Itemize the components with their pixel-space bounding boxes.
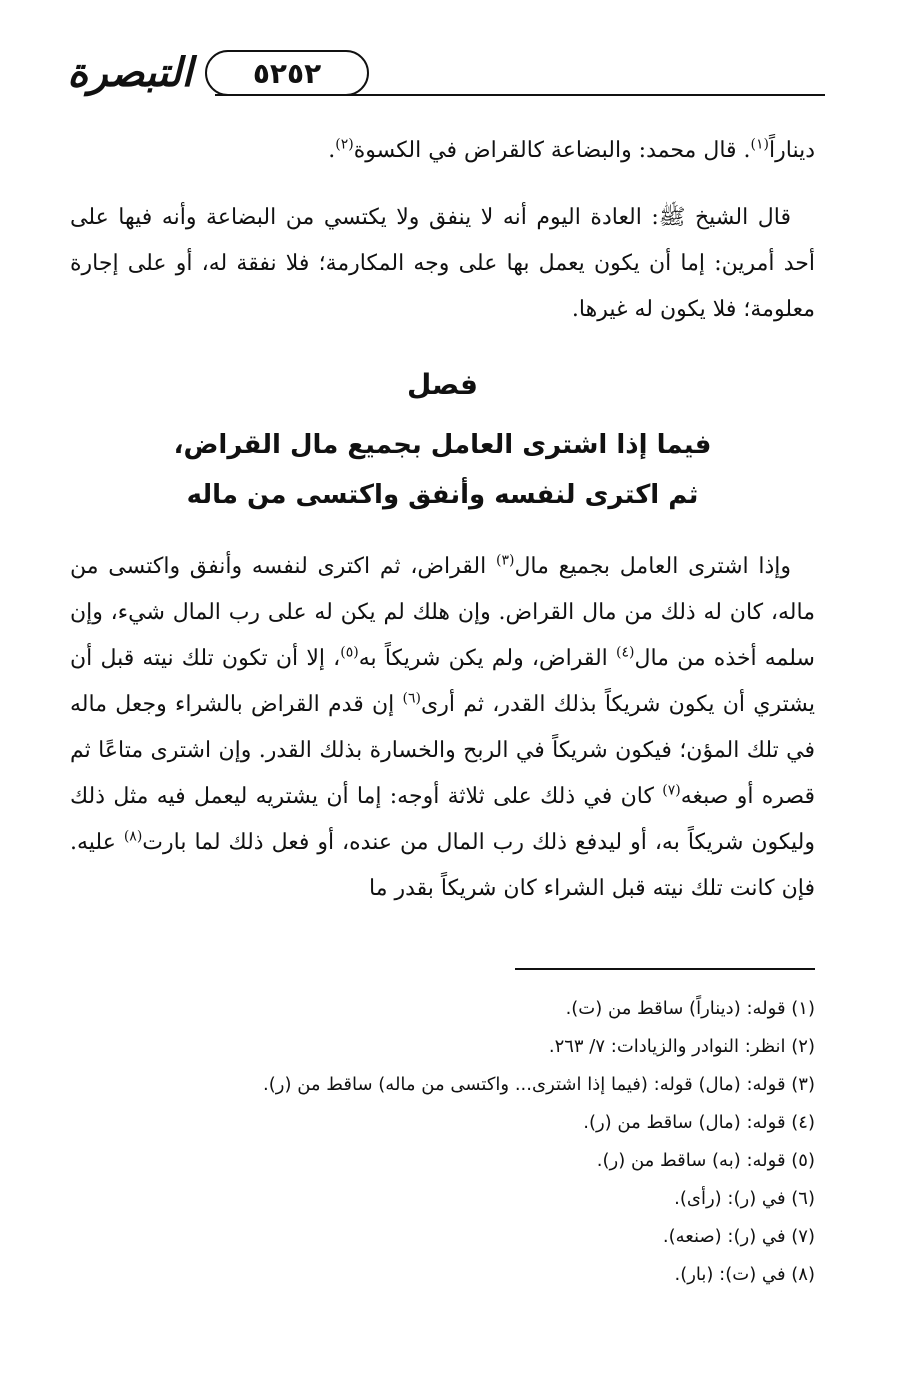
footnote-3: (٣) قوله: (مال) قوله: (فيما إذا اشترى... واكتسى من ماله) ساقط من (ر). (263, 1074, 815, 1095)
section-title-line-1: فيما إذا اشترى العامل بجميع مال القراض، (173, 430, 712, 460)
p3-text: عليه. فإن كانت تلك نيته قبل الشراء كان شريكاً بقدر ما (70, 830, 815, 901)
footnote-ref-2: (٢) (335, 136, 354, 153)
footnote-7: (٧) في (ر): (صنعه). (662, 1226, 815, 1247)
footnote-ref-6: (٦) (402, 690, 421, 707)
footnote-8: (٨) في (ت): (بار). (674, 1264, 815, 1285)
p3-text: القراض، ثم اكترى لنفسه وأنفق واكتسى من ماله، كان له ذلك من مال القراض. وإن هلك لم يكن له على رب المال شيء، وإن سلمه أخذه من مال (70, 554, 815, 671)
footnote-ref-5: (٥) (340, 644, 359, 661)
paragraph-1 (70, 128, 815, 174)
footnote-ref-3: (٣) (495, 552, 515, 569)
footnote-5: (٥) قوله: (به) ساقط من (ر). (596, 1150, 815, 1171)
paragraph-2: قال الشيخ ﷺ: العادة اليوم أنه لا ينفق ولا يكتسي من البضاعة وأنه فيها على أحد أمرين: إما أن يكون يعمل بها على وجه المكارمة؛ فلا نفقة له، أو على إجارة معلومة؛ فلا يكون له غيرها. (70, 205, 815, 322)
footnote-ref-7: (٧) (662, 782, 681, 799)
footnote-divider (515, 968, 815, 970)
p3-text: إن قدم القراض بالشراء وجعل ماله في تلك المؤن؛ فيكون شريكاً في الربح والخسارة بذلك القدر. وإن اشترى متاعًا ثم قصره أو صبغه (70, 692, 815, 809)
p1-text: . (328, 138, 336, 163)
footnote-2: (٢) انظر: النوادر والزيادات: ٧/ ٢٦٣. (548, 1036, 815, 1057)
footnote-1: (١) قوله: (ديناراً) ساقط من (ت). (565, 998, 815, 1019)
p3-text: القراض، ولم يكن شريكاً به (358, 646, 616, 671)
p1-text: ديناراً (769, 138, 815, 163)
paragraph-3 (70, 544, 815, 912)
footnote-ref-4: (٤) (615, 644, 635, 661)
page-number: ٥٢٥٢ (205, 50, 369, 96)
p3-text: وإذا اشترى العامل بجميع مال (514, 554, 792, 579)
p3-text: ، إلا أن تكون تلك نيته قبل أن يشتري أن يكون شريكاً بذلك القدر، ثم أرى (70, 646, 815, 717)
footnote-ref-8: (٨) (123, 828, 143, 845)
footnote-ref-1: (١) (750, 136, 769, 153)
footnote-6: (٦) في (ر): (رأى). (674, 1188, 815, 1209)
footnotes (70, 990, 815, 1294)
section-heading: فصل (407, 368, 478, 401)
footnote-4: (٤) قوله: (مال) ساقط من (ر). (583, 1112, 815, 1133)
p3-text: كان في ذلك على ثلاثة أوجه: إما أن يشتريه ليعمل فيه مثل ذلك وليكون شريكاً به، أو ليدفع ذلك رب المال من عنده، أو فعل ذلك لما بارت (70, 784, 815, 855)
p1-text: . قال محمد: والبضاعة كالقراض في الكسوة (353, 138, 751, 163)
book-title: التبصرة (67, 48, 193, 96)
section-title-line-2: ثم اكترى لنفسه وأنفق واكتسى من ماله (186, 480, 699, 510)
page-header (55, 42, 825, 104)
